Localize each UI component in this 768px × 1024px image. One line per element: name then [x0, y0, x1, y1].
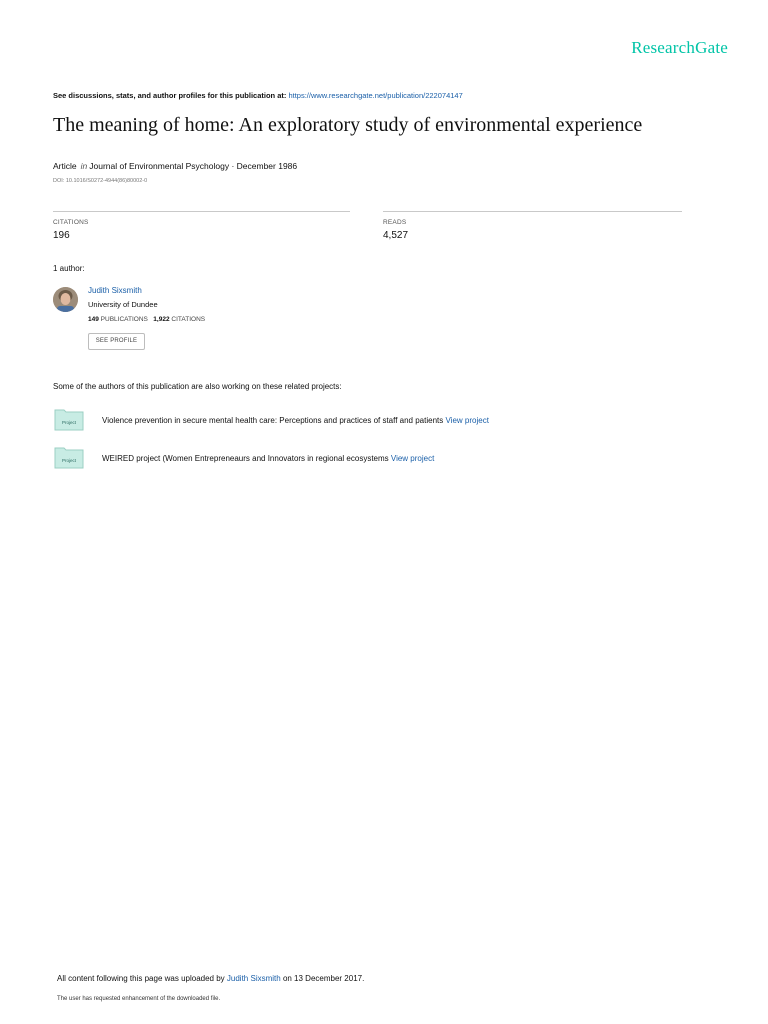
publication-url-link[interactable]: https://www.researchgate.net/publication/222074147: [288, 91, 463, 100]
author-publications-label: PUBLICATIONS: [100, 316, 148, 323]
discussion-prefix: See discussions, stats, and author profiles for this publication at:: [53, 91, 287, 100]
project-title: WEIRED project (Women Entrepreneaurs and Innovators in regional ecosystems: [102, 454, 389, 463]
author-institution: University of Dundee: [88, 300, 158, 309]
publication-title: The meaning of home: An exploratory study of environmental experience: [53, 114, 643, 136]
project-icon-label: Project: [61, 420, 77, 425]
reads-label: READS: [383, 219, 407, 226]
publication-meta: [53, 161, 297, 171]
related-project-item: [102, 416, 489, 425]
view-project-link[interactable]: View project: [445, 416, 489, 425]
author-citations-count: 1,922: [153, 316, 170, 323]
upload-note: [57, 974, 364, 983]
author-publications-count: 149: [88, 316, 99, 323]
reads-value: 4,527: [383, 230, 409, 241]
citations-label: CITATIONS: [53, 219, 89, 226]
see-profile-button[interactable]: SEE PROFILE: [88, 333, 145, 350]
doi: DOI: 10.1016/S0272-4944(86)80002-0: [53, 178, 148, 184]
author-citations-label: CITATIONS: [171, 316, 206, 323]
researchgate-logo[interactable]: ResearchGate: [631, 38, 728, 57]
reads-divider: [383, 211, 682, 212]
project-folder-icon[interactable]: [54, 446, 84, 469]
author-avatar[interactable]: [53, 287, 78, 312]
author-stats: [88, 316, 205, 323]
in-label: in: [80, 161, 88, 171]
uploader-link[interactable]: Judith Sixsmith: [226, 974, 281, 983]
related-project-item: [102, 454, 434, 463]
authors-heading: 1 author:: [53, 264, 85, 273]
upload-prefix: All content following this page was uploaded by: [57, 974, 225, 983]
view-project-link[interactable]: View project: [390, 454, 435, 463]
project-icon-label: Project: [61, 458, 77, 463]
citations-value: 196: [53, 230, 70, 241]
enhancement-note: The user has requested enhancement of the downloaded file.: [57, 996, 221, 1002]
upload-suffix: on 13 December 2017.: [282, 974, 365, 983]
author-name-link[interactable]: Judith Sixsmith: [88, 286, 142, 295]
related-projects-heading: Some of the authors of this publication are also working on these related projects:: [53, 382, 342, 391]
journal-info: Journal of Environmental Psychology · December 1986: [89, 161, 298, 171]
publication-type: Article: [53, 161, 77, 171]
citations-divider: [53, 211, 350, 212]
project-folder-icon[interactable]: [54, 408, 84, 431]
discussion-line: [53, 91, 463, 100]
project-title: Violence prevention in secure mental health care: Perceptions and practices of staff and patients: [102, 416, 444, 425]
